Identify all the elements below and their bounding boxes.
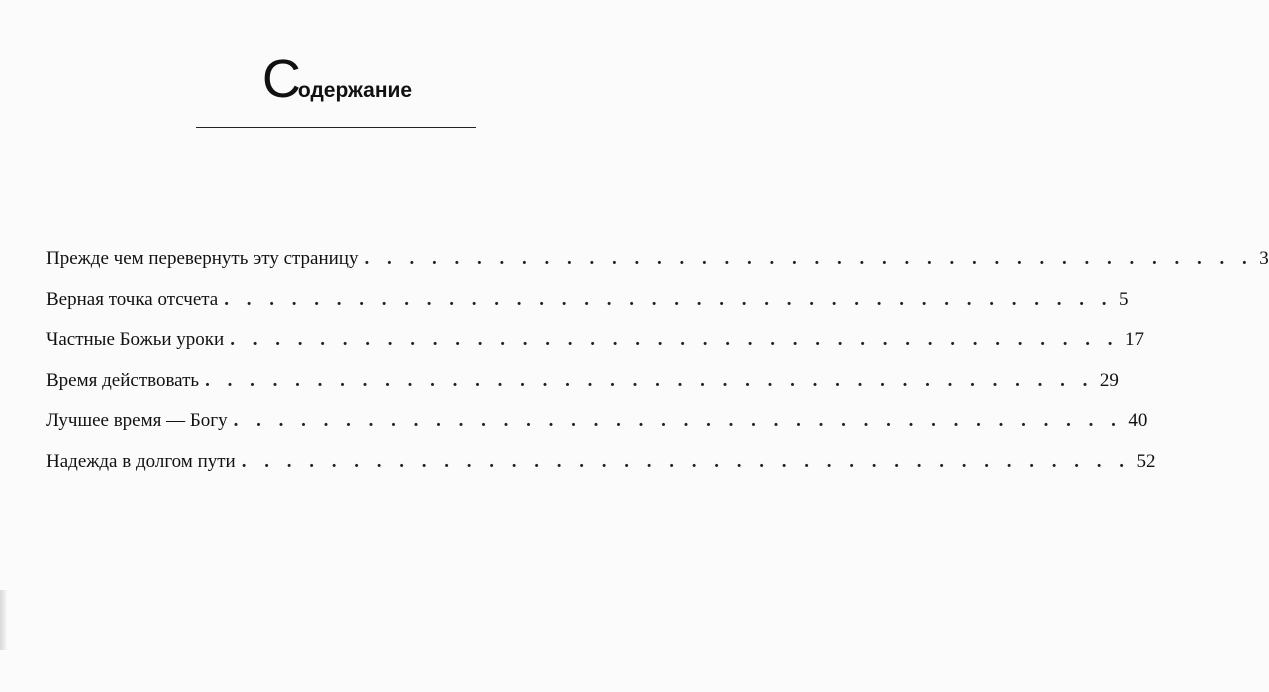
toc-entry-page-number: 29 <box>1099 369 1119 391</box>
toc-entry[interactable] <box>46 450 1156 492</box>
toc-dot-leader: . . . . . . . . . . . . . . . . . . . . . . . . . . . . . . . . . . . . . . . . <box>230 329 1119 350</box>
toc-entry-title: Надежда в долгом пути <box>46 450 236 472</box>
toc-entry[interactable] <box>46 248 1269 289</box>
toc-entry-page-number: 3 <box>1259 248 1269 269</box>
toc-entry[interactable] <box>46 410 1148 451</box>
table-of-contents <box>46 248 1269 491</box>
toc-entry-page-number: 52 <box>1136 450 1156 472</box>
title-underline-divider <box>196 127 476 128</box>
page-title <box>0 49 674 109</box>
toc-entry-title: Лучшее время — Богу <box>46 410 228 431</box>
toc-entry-title: Время действовать <box>46 369 200 391</box>
toc-entry[interactable] <box>46 369 1119 411</box>
title-text: одержание <box>297 79 413 102</box>
title-drop-cap: С <box>261 49 301 109</box>
toc-entry[interactable] <box>46 288 1129 330</box>
toc-dot-leader: . . . . . . . . . . . . . . . . . . . . . . . . . . . . . . . . . . . . . . . . <box>364 248 1254 269</box>
page-binding-shadow <box>0 590 7 650</box>
toc-dot-leader: . . . . . . . . . . . . . . . . . . . . . . . . . . . . . . . . . . . . . . . . <box>224 288 1113 310</box>
toc-entry[interactable] <box>46 329 1144 370</box>
toc-entry-page-number: 40 <box>1128 410 1148 431</box>
toc-dot-leader: . . . . . . . . . . . . . . . . . . . . . . . . . . . . . . . . . . . . . . . . <box>241 450 1131 472</box>
toc-entry-title: Прежде чем перевернуть эту страницу <box>46 248 359 269</box>
toc-dot-leader: . . . . . . . . . . . . . . . . . . . . . . . . . . . . . . . . . . . . . . . . <box>205 369 1094 391</box>
toc-entry-title: Частные Божьи уроки <box>46 329 225 350</box>
toc-entry-page-number: 17 <box>1124 329 1144 350</box>
toc-entry-page-number: 5 <box>1118 288 1129 310</box>
toc-dot-leader: . . . . . . . . . . . . . . . . . . . . . . . . . . . . . . . . . . . . . . . . <box>233 410 1123 431</box>
toc-entry-title: Верная точка отсчета <box>46 288 219 310</box>
